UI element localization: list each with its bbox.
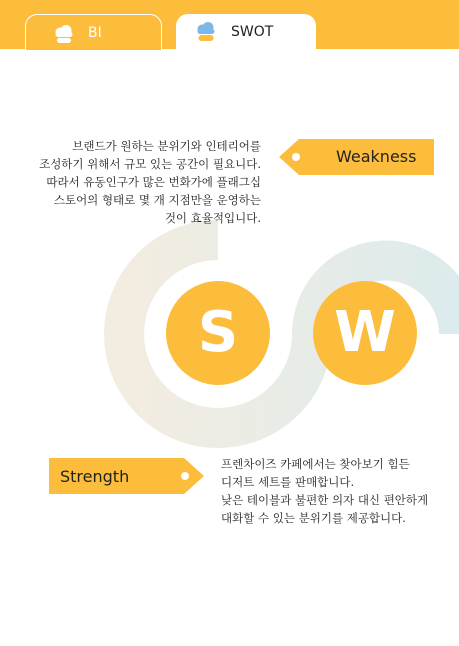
swot-w-circle: W: [313, 281, 417, 385]
strength-label: Strength: [60, 467, 130, 486]
weakness-tag: [279, 139, 434, 175]
strength-line: 낮은 테이블과 불편한 의자 대신 편안하게: [221, 493, 429, 507]
weakness-line: 브랜드가 원하는 분위기와 인테리어를: [72, 139, 261, 153]
strength-line: 프렌차이즈 카페에서는 찾아보기 힘든: [221, 457, 410, 471]
swot-s-circle: S: [166, 281, 270, 385]
weakness-line: 따라서 유동인구가 많은 번화가에 플래그십: [46, 175, 261, 189]
weakness-line: 스토어의 형태로 몇 개 지점만을 운영하는: [53, 193, 261, 207]
weakness-description: [39, 137, 261, 227]
strength-tag: [49, 458, 204, 494]
tab-bi-label: BI: [88, 25, 102, 41]
weakness-line: 조성하기 위해서 규모 있는 공간이 필요니다.: [39, 157, 261, 171]
strength-line: 대화할 수 있는 분위기를 제공합니다.: [221, 511, 406, 525]
weakness-label: Weakness: [336, 147, 417, 166]
strength-description: [221, 455, 428, 527]
strength-line: 디저트 세트를 판매합니다.: [221, 475, 355, 489]
tab-swot-label: SWOT: [231, 24, 274, 40]
weakness-line: 것이 효율적입니다.: [164, 211, 261, 225]
